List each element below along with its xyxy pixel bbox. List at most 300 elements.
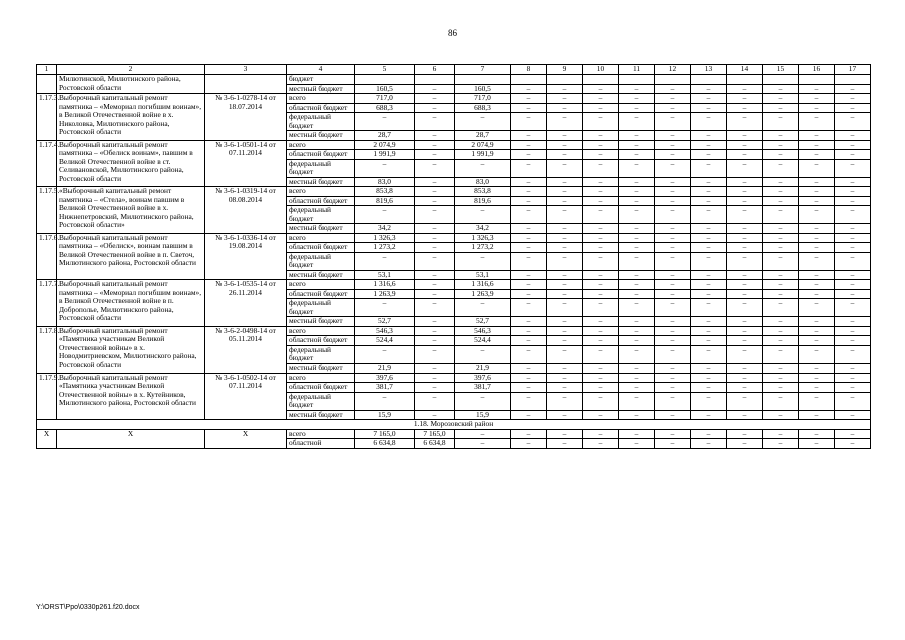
- value-cell-5: 7 165,0: [355, 429, 415, 439]
- value-cell-8: –: [511, 336, 547, 346]
- value-cell-11: –: [619, 224, 655, 234]
- x-cell-2: X: [57, 429, 205, 448]
- value-cell-10: –: [583, 113, 619, 131]
- value-cell-7: 1 273,2: [455, 243, 511, 253]
- value-cell-10: –: [583, 252, 619, 270]
- value-cell-12: –: [655, 131, 691, 141]
- value-cell-14: –: [727, 439, 763, 449]
- value-cell-14: –: [727, 94, 763, 104]
- value-cell-9: –: [547, 429, 583, 439]
- value-cell-11: –: [619, 392, 655, 410]
- budget-source-cell: всего: [287, 233, 355, 243]
- budget-source-cell: местный бюджет: [287, 270, 355, 280]
- value-cell-13: –: [691, 84, 727, 94]
- value-cell-5: 1 316,6: [355, 280, 415, 290]
- value-cell-12: –: [655, 187, 691, 197]
- section-title: 1.18. Морозовский район: [37, 420, 871, 430]
- value-cell-16: –: [799, 206, 835, 224]
- value-cell-17: –: [835, 252, 871, 270]
- value-cell-17: –: [835, 224, 871, 234]
- value-cell-9: –: [547, 410, 583, 420]
- value-cell-14: –: [727, 363, 763, 373]
- value-cell-11: –: [619, 233, 655, 243]
- value-cell-15: –: [763, 280, 799, 290]
- value-cell-9: –: [547, 224, 583, 234]
- value-cell-13: –: [691, 196, 727, 206]
- value-cell-16: –: [799, 187, 835, 197]
- value-cell-13: –: [691, 317, 727, 327]
- item-number-cell: 1.17.4.: [37, 140, 57, 187]
- value-cell-10: –: [583, 140, 619, 150]
- value-cell-6: –: [415, 326, 455, 336]
- value-cell-10: –: [583, 363, 619, 373]
- value-cell-12: –: [655, 243, 691, 253]
- value-cell-16: –: [799, 131, 835, 141]
- value-cell-7: –: [455, 392, 511, 410]
- budget-source-cell: областной бюджет: [287, 103, 355, 113]
- value-cell-15: –: [763, 187, 799, 197]
- value-cell-7: –: [455, 113, 511, 131]
- section-row: [37, 420, 871, 430]
- value-cell-12: –: [655, 150, 691, 160]
- value-cell-13: –: [691, 299, 727, 317]
- value-cell-5: 1 326,3: [355, 233, 415, 243]
- value-cell-11: –: [619, 103, 655, 113]
- value-cell-16: –: [799, 224, 835, 234]
- value-cell-14: –: [727, 177, 763, 187]
- value-cell-16: –: [799, 363, 835, 373]
- value-cell-8: –: [511, 345, 547, 363]
- value-cell-14: –: [727, 131, 763, 141]
- value-cell-16: –: [799, 103, 835, 113]
- value-cell-8: –: [511, 177, 547, 187]
- value-cell-5: 28,7: [355, 131, 415, 141]
- value-cell-9: –: [547, 280, 583, 290]
- table-row: [37, 280, 871, 290]
- value-cell-17: –: [835, 345, 871, 363]
- value-cell-11: –: [619, 84, 655, 94]
- value-cell-12: –: [655, 84, 691, 94]
- value-cell-8: –: [511, 159, 547, 177]
- value-cell-10: –: [583, 177, 619, 187]
- value-cell-16: –: [799, 243, 835, 253]
- x-cell-3: X: [205, 429, 287, 448]
- value-cell-10: –: [583, 270, 619, 280]
- value-cell-17: –: [835, 270, 871, 280]
- budget-source-cell: областной бюджет: [287, 383, 355, 393]
- value-cell-5: 1 263,9: [355, 289, 415, 299]
- budget-source-cell: федеральный бюджет: [287, 392, 355, 410]
- value-cell-16: –: [799, 410, 835, 420]
- header-cell: 14: [727, 65, 763, 75]
- value-cell-14: –: [727, 410, 763, 420]
- value-cell-6: –: [415, 140, 455, 150]
- value-cell-13: –: [691, 439, 727, 449]
- value-cell-12: –: [655, 317, 691, 327]
- value-cell-6: –: [415, 150, 455, 160]
- value-cell-5: 819,6: [355, 196, 415, 206]
- value-cell-6: –: [415, 299, 455, 317]
- header-cell: 17: [835, 65, 871, 75]
- value-cell-10: –: [583, 159, 619, 177]
- value-cell-9: –: [547, 94, 583, 104]
- value-cell-14: [727, 75, 763, 85]
- document-cell: № 3-6-1-0319-14 от 08.08.2014: [205, 187, 287, 234]
- value-cell-7: –: [455, 252, 511, 270]
- value-cell-17: –: [835, 363, 871, 373]
- budget-source-cell: всего: [287, 94, 355, 104]
- value-cell-7: 1 263,9: [455, 289, 511, 299]
- value-cell-13: –: [691, 94, 727, 104]
- value-cell-13: –: [691, 392, 727, 410]
- value-cell-12: –: [655, 140, 691, 150]
- header-cell: 9: [547, 65, 583, 75]
- value-cell-10: –: [583, 243, 619, 253]
- value-cell-5: –: [355, 113, 415, 131]
- budget-source-cell: всего: [287, 373, 355, 383]
- value-cell-5: 15,9: [355, 410, 415, 420]
- value-cell-12: –: [655, 270, 691, 280]
- value-cell-7: 688,3: [455, 103, 511, 113]
- value-cell-6: –: [415, 233, 455, 243]
- value-cell-17: –: [835, 196, 871, 206]
- value-cell-12: –: [655, 177, 691, 187]
- value-cell-16: –: [799, 289, 835, 299]
- table-row: [37, 187, 871, 197]
- value-cell-11: –: [619, 317, 655, 327]
- value-cell-14: –: [727, 383, 763, 393]
- value-cell-8: –: [511, 252, 547, 270]
- value-cell-13: –: [691, 103, 727, 113]
- value-cell-6: –: [415, 177, 455, 187]
- value-cell-13: –: [691, 206, 727, 224]
- value-cell-6: [415, 75, 455, 85]
- value-cell-8: –: [511, 363, 547, 373]
- value-cell-6: –: [415, 224, 455, 234]
- value-cell-17: –: [835, 177, 871, 187]
- value-cell-17: –: [835, 131, 871, 141]
- table-row: [37, 75, 871, 85]
- value-cell-11: –: [619, 280, 655, 290]
- value-cell-13: –: [691, 363, 727, 373]
- value-cell-16: –: [799, 326, 835, 336]
- value-cell-8: –: [511, 280, 547, 290]
- value-cell-16: –: [799, 429, 835, 439]
- value-cell-8: –: [511, 317, 547, 327]
- value-cell-15: –: [763, 345, 799, 363]
- value-cell-7: –: [455, 439, 511, 449]
- value-cell-17: –: [835, 206, 871, 224]
- value-cell-6: –: [415, 317, 455, 327]
- value-cell-7: 381,7: [455, 383, 511, 393]
- value-cell-14: –: [727, 392, 763, 410]
- value-cell-6: –: [415, 363, 455, 373]
- value-cell-17: –: [835, 113, 871, 131]
- document-cell: № 3-6-2-0498-14 от 05.11.2014: [205, 326, 287, 373]
- value-cell-12: –: [655, 326, 691, 336]
- value-cell-15: –: [763, 429, 799, 439]
- value-cell-10: –: [583, 131, 619, 141]
- object-name-cell: Выборочный капитальный ремонт «Памятника участникам Великой Отечественной войны» в х. Кутейников, Милютинского района, Ростовской области: [57, 373, 205, 420]
- value-cell-12: –: [655, 345, 691, 363]
- value-cell-8: –: [511, 94, 547, 104]
- value-cell-12: –: [655, 159, 691, 177]
- value-cell-7: 524,4: [455, 336, 511, 346]
- value-cell-8: –: [511, 140, 547, 150]
- value-cell-17: –: [835, 336, 871, 346]
- value-cell-16: –: [799, 196, 835, 206]
- value-cell-8: –: [511, 439, 547, 449]
- budget-source-cell: областной бюджет: [287, 336, 355, 346]
- value-cell-6: –: [415, 392, 455, 410]
- value-cell-13: –: [691, 187, 727, 197]
- value-cell-5: 397,6: [355, 373, 415, 383]
- value-cell-5: 717,0: [355, 94, 415, 104]
- value-cell-5: –: [355, 252, 415, 270]
- value-cell-15: –: [763, 94, 799, 104]
- value-cell-13: –: [691, 429, 727, 439]
- value-cell-13: –: [691, 289, 727, 299]
- value-cell-10: –: [583, 429, 619, 439]
- value-cell-15: –: [763, 336, 799, 346]
- item-number-cell: 1.17.7.: [37, 280, 57, 327]
- value-cell-10: –: [583, 103, 619, 113]
- value-cell-10: –: [583, 233, 619, 243]
- value-cell-10: –: [583, 224, 619, 234]
- value-cell-14: –: [727, 159, 763, 177]
- value-cell-5: –: [355, 345, 415, 363]
- value-cell-7: –: [455, 159, 511, 177]
- value-cell-12: –: [655, 206, 691, 224]
- document-cell: № 3-6-1-0278-14 от 18.07.2014: [205, 94, 287, 141]
- value-cell-12: –: [655, 233, 691, 243]
- value-cell-11: –: [619, 429, 655, 439]
- value-cell-17: –: [835, 429, 871, 439]
- value-cell-11: –: [619, 177, 655, 187]
- value-cell-7: 15,9: [455, 410, 511, 420]
- value-cell-13: –: [691, 326, 727, 336]
- object-name-cell: Выборочный капитальный ремонт памятника – «Обелиск воинам», павшим в Великой Отечественной войне в ст. Селивановской, Милютинского района, Ростовской области: [57, 140, 205, 187]
- value-cell-17: –: [835, 150, 871, 160]
- value-cell-13: –: [691, 233, 727, 243]
- value-cell-17: –: [835, 94, 871, 104]
- value-cell-13: –: [691, 113, 727, 131]
- value-cell-5: 1 991,9: [355, 150, 415, 160]
- value-cell-10: –: [583, 150, 619, 160]
- header-cell: 2: [57, 65, 205, 75]
- value-cell-10: –: [583, 326, 619, 336]
- budget-source-cell: федеральный бюджет: [287, 252, 355, 270]
- value-cell-9: –: [547, 363, 583, 373]
- value-cell-15: –: [763, 113, 799, 131]
- value-cell-11: –: [619, 150, 655, 160]
- value-cell-9: –: [547, 270, 583, 280]
- value-cell-8: –: [511, 103, 547, 113]
- value-cell-16: –: [799, 299, 835, 317]
- budget-source-cell: местный бюджет: [287, 317, 355, 327]
- value-cell-6: 6 634,8: [415, 439, 455, 449]
- budget-source-cell: всего: [287, 326, 355, 336]
- value-cell-16: –: [799, 140, 835, 150]
- value-cell-12: –: [655, 196, 691, 206]
- value-cell-17: –: [835, 187, 871, 197]
- value-cell-17: –: [835, 243, 871, 253]
- item-number-cell: 1.17.9.: [37, 373, 57, 420]
- value-cell-5: –: [355, 206, 415, 224]
- value-cell-15: –: [763, 159, 799, 177]
- value-cell-13: –: [691, 140, 727, 150]
- value-cell-15: –: [763, 383, 799, 393]
- value-cell-15: –: [763, 252, 799, 270]
- value-cell-14: –: [727, 187, 763, 197]
- value-cell-9: –: [547, 299, 583, 317]
- budget-source-cell: местный бюджет: [287, 84, 355, 94]
- budget-source-cell: областной: [287, 439, 355, 449]
- object-name-cell: Выборочный капитальный ремонт памятника – «Обелиск», воинам павшим в Великой Отечественной войне в п. Светоч, Милютинского района, Ростовской области: [57, 233, 205, 280]
- object-name-cell: Выборочный капитальный ремонт «Памятника участникам Великой Отечественной войны» в х. Новодмитриевском, Милютинского района, Ростовской области: [57, 326, 205, 373]
- value-cell-13: –: [691, 410, 727, 420]
- value-cell-17: –: [835, 289, 871, 299]
- value-cell-5: 53,1: [355, 270, 415, 280]
- value-cell-16: –: [799, 336, 835, 346]
- value-cell-11: –: [619, 289, 655, 299]
- value-cell-8: [511, 75, 547, 85]
- value-cell-6: –: [415, 280, 455, 290]
- budget-source-cell: местный бюджет: [287, 224, 355, 234]
- value-cell-6: –: [415, 252, 455, 270]
- value-cell-7: 1 316,6: [455, 280, 511, 290]
- value-cell-5: –: [355, 159, 415, 177]
- value-cell-10: –: [583, 289, 619, 299]
- header-cell: 1: [37, 65, 57, 75]
- value-cell-9: –: [547, 383, 583, 393]
- budget-source-cell: местный бюджет: [287, 363, 355, 373]
- value-cell-10: –: [583, 383, 619, 393]
- value-cell-15: –: [763, 363, 799, 373]
- value-cell-11: –: [619, 410, 655, 420]
- value-cell-11: –: [619, 336, 655, 346]
- value-cell-15: –: [763, 206, 799, 224]
- value-cell-8: –: [511, 392, 547, 410]
- value-cell-16: –: [799, 252, 835, 270]
- value-cell-5: 1 273,2: [355, 243, 415, 253]
- value-cell-11: –: [619, 131, 655, 141]
- value-cell-15: –: [763, 150, 799, 160]
- value-cell-8: –: [511, 206, 547, 224]
- value-cell-13: –: [691, 243, 727, 253]
- value-cell-5: 52,7: [355, 317, 415, 327]
- budget-source-cell: федеральный бюджет: [287, 345, 355, 363]
- value-cell-8: –: [511, 326, 547, 336]
- value-cell-9: –: [547, 392, 583, 410]
- value-cell-17: –: [835, 140, 871, 150]
- value-cell-6: –: [415, 103, 455, 113]
- budget-source-cell: федеральный бюджет: [287, 159, 355, 177]
- value-cell-9: –: [547, 113, 583, 131]
- value-cell-16: –: [799, 233, 835, 243]
- value-cell-13: –: [691, 336, 727, 346]
- budget-source-cell: всего: [287, 187, 355, 197]
- value-cell-9: –: [547, 206, 583, 224]
- value-cell-5: 853,8: [355, 187, 415, 197]
- value-cell-16: –: [799, 150, 835, 160]
- value-cell-11: –: [619, 159, 655, 177]
- value-cell-15: –: [763, 317, 799, 327]
- value-cell-14: –: [727, 270, 763, 280]
- value-cell-8: –: [511, 196, 547, 206]
- header-cell: 13: [691, 65, 727, 75]
- value-cell-15: –: [763, 373, 799, 383]
- budget-source-cell: областной бюджет: [287, 196, 355, 206]
- value-cell-15: –: [763, 84, 799, 94]
- budget-source-cell: всего: [287, 280, 355, 290]
- value-cell-11: –: [619, 187, 655, 197]
- value-cell-9: –: [547, 187, 583, 197]
- value-cell-9: –: [547, 150, 583, 160]
- value-cell-9: –: [547, 84, 583, 94]
- value-cell-13: –: [691, 159, 727, 177]
- value-cell-14: –: [727, 196, 763, 206]
- value-cell-14: –: [727, 140, 763, 150]
- value-cell-16: –: [799, 113, 835, 131]
- value-cell-13: –: [691, 224, 727, 234]
- value-cell-6: –: [415, 336, 455, 346]
- value-cell-10: –: [583, 187, 619, 197]
- value-cell-15: –: [763, 299, 799, 317]
- value-cell-15: –: [763, 196, 799, 206]
- value-cell-9: –: [547, 233, 583, 243]
- value-cell-8: –: [511, 270, 547, 280]
- value-cell-7: 160,5: [455, 84, 511, 94]
- value-cell-17: –: [835, 383, 871, 393]
- value-cell-7: 819,6: [455, 196, 511, 206]
- value-cell-12: –: [655, 113, 691, 131]
- value-cell-10: –: [583, 410, 619, 420]
- value-cell-12: –: [655, 103, 691, 113]
- value-cell-6: –: [415, 206, 455, 224]
- value-cell-14: –: [727, 289, 763, 299]
- value-cell-14: –: [727, 280, 763, 290]
- value-cell-10: –: [583, 84, 619, 94]
- value-cell-17: –: [835, 233, 871, 243]
- value-cell-15: –: [763, 410, 799, 420]
- value-cell-5: 83,0: [355, 177, 415, 187]
- value-cell-7: 1 326,3: [455, 233, 511, 243]
- value-cell-8: –: [511, 383, 547, 393]
- value-cell-14: –: [727, 84, 763, 94]
- value-cell-5: 688,3: [355, 103, 415, 113]
- header-cell: 11: [619, 65, 655, 75]
- value-cell-14: –: [727, 429, 763, 439]
- value-cell-6: –: [415, 113, 455, 131]
- value-cell-14: –: [727, 150, 763, 160]
- value-cell-5: 34,2: [355, 224, 415, 234]
- value-cell-6: –: [415, 345, 455, 363]
- value-cell-15: –: [763, 289, 799, 299]
- value-cell-7: 546,3: [455, 326, 511, 336]
- value-cell-10: –: [583, 392, 619, 410]
- budget-source-cell: федеральный бюджет: [287, 206, 355, 224]
- value-cell-11: –: [619, 140, 655, 150]
- object-name-cell: «Выборочный капитальный ремонт памятника – «Стела», воинам павшим в Великой Отечественной войне в х. Нижнепетровский, Милютинского района, Ростовской области»: [57, 187, 205, 234]
- budget-source-cell: всего: [287, 140, 355, 150]
- value-cell-7: 53,1: [455, 270, 511, 280]
- value-cell-11: –: [619, 345, 655, 363]
- budget-source-cell: областной бюджет: [287, 289, 355, 299]
- header-cell: 8: [511, 65, 547, 75]
- value-cell-10: –: [583, 373, 619, 383]
- value-cell-10: –: [583, 206, 619, 224]
